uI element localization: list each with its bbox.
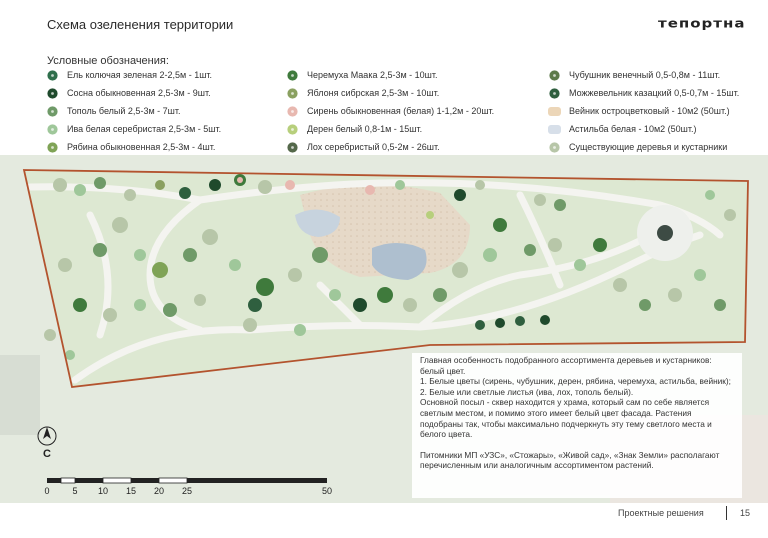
scale-tick-label: 5 (72, 486, 78, 496)
legend-item: Дерен белый 0,8-1м - 15шт. (286, 120, 494, 138)
mock-orange-icon (548, 69, 561, 82)
scale-tick-label: 10 (97, 486, 109, 496)
reed-grass-icon (548, 105, 561, 118)
legend-item: Сирень обыкновенная (белая) 1-1,2м - 20шт. (286, 102, 494, 120)
page-title: Схема озеленения территории (47, 17, 234, 32)
scale-tick-label: 25 (181, 486, 193, 496)
logo: тепортна (658, 15, 746, 31)
scale-tick-label: 0 (44, 486, 50, 496)
willow-icon (46, 123, 59, 136)
dogwood-icon (286, 123, 299, 136)
scale-tick-label: 15 (125, 486, 137, 496)
footer-section-title: Проектные решения (618, 508, 704, 518)
legend-heading: Условные обозначения: (47, 55, 169, 67)
spruce-icon (46, 69, 59, 82)
poplar-icon (46, 105, 59, 118)
legend-item: Сосна обыкновенная 2,5-3м - 9шт. (46, 84, 221, 102)
legend-column-3 (548, 66, 739, 156)
scale-bar (44, 477, 344, 506)
page-number: 15 (740, 508, 751, 518)
legend-item: Яблоня сибрская 2,5-3м - 10шт. (286, 84, 494, 102)
legend-item: Можжевельник казацкий 0,5-0,7м - 15шт. (548, 84, 739, 102)
description-paragraph: Основной посыл - сквер находится у храма, который сам по себе является светлым местом, и помимо этого имеет белый цвет фасада. Растения подобраны так, чтобы максимально подчеркнуть эту тему светлого места и белого цвета. (420, 397, 712, 440)
description-paragraph: 2. Белые или светлые листья (ива, лох, тополь белый). (420, 386, 634, 397)
description-paragraph: Главная особенность подобранного ассортимента деревьев и кустарников: белый цвет. (420, 355, 712, 376)
bird-cherry-icon (286, 69, 299, 82)
legend-item: Чубушник венечный 0,5-0,8м - 11шт. (548, 66, 739, 84)
legend-item: Существующие деревья и кустарники (548, 138, 739, 156)
description-paragraph: 1. Белые цветы (сирень, чубушник, дерен, рябина, черемуха, астильба, вейник); (420, 376, 731, 387)
pine-icon (46, 87, 59, 100)
legend-item: Лох серебристый 0,5-2м - 26шт. (286, 138, 494, 156)
siberian-apple-icon (286, 87, 299, 100)
description-panel (412, 353, 742, 498)
scale-tick-label: 20 (153, 486, 165, 496)
legend-item: Астильба белая - 10м2 (50шт.) (548, 120, 739, 138)
legend-item: Черемуха Маака 2,5-3м - 10шт. (286, 66, 494, 84)
existing-trees-icon (548, 141, 561, 154)
legend-item: Тополь белый 2,5-3м - 7шт. (46, 102, 221, 120)
north-label: С (43, 448, 51, 459)
description-paragraph: Питомники МП «УЗС», «Стожары», «Живой сад», «Знак Земли» располагают перечисленным или аналогичным ассортиментом растений. (420, 449, 720, 471)
legend-item: Ель колючая зеленая 2-2,5м - 1шт. (46, 66, 221, 84)
north-arrow (35, 425, 59, 464)
legend-item: Вейник остроцветковый - 10м2 (50шт.) (548, 102, 739, 120)
legend-item: Рябина обыкновенная 2,5-3м - 4шт. (46, 138, 221, 156)
astilbe-icon (548, 123, 561, 136)
rowan-icon (46, 141, 59, 154)
north-arrow-icon (35, 425, 59, 459)
footer-divider (726, 506, 727, 520)
oleaster-icon (286, 141, 299, 154)
scale-tick-label: 50 (321, 486, 333, 496)
juniper-icon (548, 87, 561, 100)
lilac-icon (286, 105, 299, 118)
legend-column-1 (46, 66, 221, 156)
legend-item: Ива белая серебристая 2,5-3м - 5шт. (46, 120, 221, 138)
legend-column-2 (286, 66, 494, 156)
